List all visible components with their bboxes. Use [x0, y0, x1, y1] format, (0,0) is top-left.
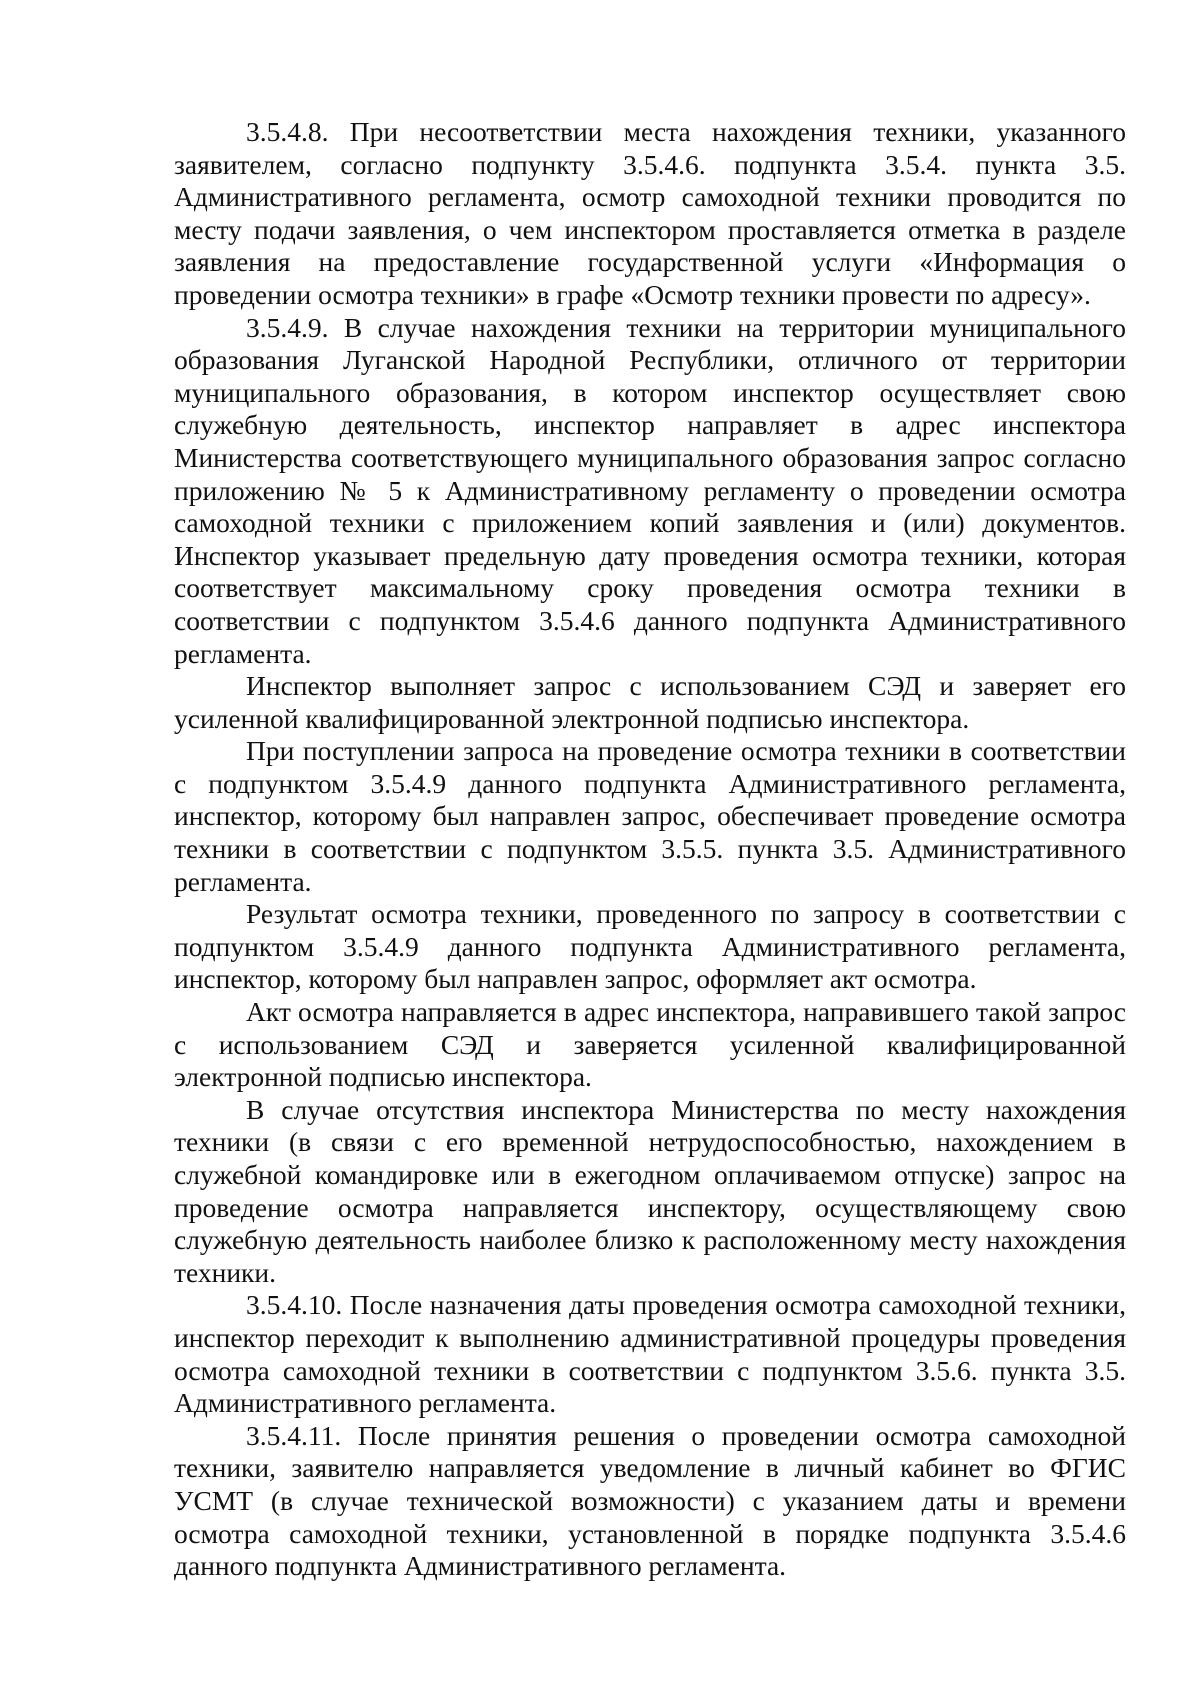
paragraph-3-5-4-11: 3.5.4.11. После принятия решения о проведении осмотра самоходной техники, заявителю направляется уведомление в личный кабинет во ФГИС УСМТ (в случае технической возможности) с указанием даты и времени осмотра самоходной техники, установленной в порядке подпункта 3.5.4.6 данного подпункта Административного регламента. [174, 1419, 1126, 1582]
paragraph-request-receipt: При поступлении запроса на проведение осмотра техники в соответствии с подпунктом 3.5.4.9 данного подпункта Административного регламента, инспектор, которому был направлен запрос, обеспечивает проведение осмотра техники в соответствии с подпунктом 3.5.5. пункта 3.5. Административного регламента. [174, 735, 1126, 897]
paragraph-inspection-result: Результат осмотра техники, проведенного по запросу в соответствии с подпунктом 3.5.4.9 данного подпункта Административного регламента, инспектор, которому был направлен запрос, оформляет акт осмотра. [174, 898, 1126, 995]
paragraph-inspection-act: Акт осмотра направляется в адрес инспектора, направившего такой запрос с использованием СЭД и заверяется усиленной квалифицированной электронной подписью инспектора. [174, 996, 1126, 1093]
document-body [174, 116, 1126, 1583]
paragraph-3-5-4-10: 3.5.4.10. После назначения даты проведения осмотра самоходной техники, инспектор переходит к выполнению административной процедуры проведения осмотра самоходной техники в соответствии с подпунктом 3.5.6. пункта 3.5. Административного регламента. [174, 1289, 1126, 1419]
paragraph-inspector-absence: В случае отсутствия инспектора Министерства по месту нахождения техники (в связи с его временной нетрудоспособностью, нахождением в служебной командировке или в ежегодном оплачиваемом отпуске) запрос на проведение осмотра направляется инспектору, осуществляющему свою служебную деятельность наиболее близко к расположенному месту нахождения техники. [174, 1093, 1126, 1288]
paragraph-inspector-request: Инспектор выполняет запрос с использованием СЭД и заверяет его усиленной квалифицированной электронной подписью инспектора. [174, 670, 1126, 734]
paragraph-3-5-4-9: 3.5.4.9. В случае нахождения техники на территории муниципального образования Луганской Народной Республики, отличного от территории муниципального образования, в котором инспектор осуществляет свою служебную деятельность, инспектор направляет в адрес инспектора Министерства соответствующего муниципального образования запрос согласно приложению № 5 к Административному регламенту о проведении осмотра самоходной техники с приложением копий заявления и (или) документов. Инспектор указывает предельную дату проведения осмотра техники, которая соответствует максимальному сроку проведения осмотра техники в соответствии с подпунктом 3.5.4.6 данного подпункта Административного регламента. [174, 311, 1126, 669]
paragraph-3-5-4-8: 3.5.4.8. При несоответствии места нахождения техники, указанного заявителем, согласно подпункту 3.5.4.6. подпункта 3.5.4. пункта 3.5. Административного регламента, осмотр самоходной техники проводится по месту подачи заявления, о чем инспектором проставляется отметка в разделе заявления на предоставление государственной услуги «Информация о проведении осмотра техники» в графе «Осмотр техники провести по адресу». [174, 116, 1126, 310]
